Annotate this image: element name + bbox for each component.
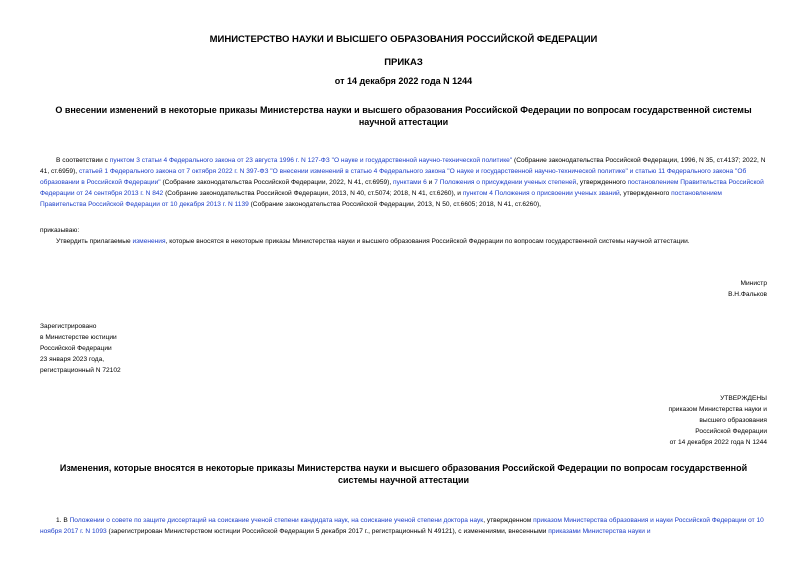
approval-line: Российской Федерации [695,428,767,435]
doc-date-number: от 14 декабря 2022 года N 1244 [334,76,473,86]
link-order-1093[interactable]: приказом Министерства образования и науки Российской Федерации от 10 ноября 2017 г. N 1093 [40,517,764,535]
preamble-text: , утвержденного [619,190,672,197]
order-paragraph [40,236,767,247]
link-orders-ministry[interactable]: приказами Министерства науки и [548,528,651,535]
ministry-heading: МИНИСТЕРСТВО НАУКИ И ВЫСШЕГО ОБРАЗОВАНИЯ РОССИЙСКОЙ ФЕДЕРАЦИИ [209,34,598,45]
link-decree-1139[interactable]: постановлением Правительства Российской Федерации от 10 декабря 2013 г. N 1139 [40,190,722,208]
signature-name: В.Н.Фальков [728,291,767,298]
preamble-text: (Собрание законодательства Российской Федерации, 2013, N 40, ст.5074; 2018, N 41, ст.6260), и [163,190,463,197]
item-text: 1. В [56,517,70,524]
registration-line: регистрационный N 72102 [40,367,121,374]
doc-title: О внесении изменений в некоторые приказы Министерства науки и высшего образования Российской Федерации по вопросам государственной системы научной аттестации [55,105,752,127]
approval-block [669,393,767,448]
item-text: , утвержденном [483,517,534,524]
changes-title: Изменения, которые вносятся в некоторые приказы Министерства науки и высшего образования Российской Федерации по вопросам государственной системы научной аттестации [59,463,748,485]
signature-position: Министр [740,280,767,287]
order-text: Утвердить прилагаемые [56,238,133,245]
order-text: , которые вносятся в некоторые приказы Министерства науки и высшего образования Российской Федерации по вопросам государственной системы научной аттестации. [165,238,690,245]
approval-line: УТВЕРЖДЕНЫ [720,395,767,402]
preamble-paragraph [40,155,767,210]
preamble-text: (Собрание законодательства Российской Федерации, 2013, N 50, ст.6605; 2018, N 41, ст.6260), [248,201,542,208]
link-law-397fz[interactable]: статьей 1 Федерального закона от 7 октября 2022 г. N 397-ФЗ "О внесении изменений в статью 4 Федерального закона "О науке и государственной научно-технической политике" и статью 11 Федерального закона "Об образовании в Российской Федерации" [40,168,747,186]
order-label: приказываю: [40,227,80,234]
registration-line: 23 января 2023 года, [40,356,105,363]
registration-line: Зарегистрировано [40,323,97,330]
registration-line: Российской Федерации [40,345,112,352]
link-decree-842[interactable]: постановлением Правительства Российской Федерации от 24 сентября 2013 г. N 842 [40,179,764,197]
preamble-text: (Собрание законодательства Российской Федерации, 2022, N 41, ст.6959), [160,179,394,186]
preamble-text: , утвержденного [576,179,628,186]
signature-block [728,278,767,300]
preamble-text: В соответствии с [56,157,110,164]
registration-line: в Министерстве юстиции [40,334,117,341]
changes-item-1 [40,515,767,537]
registration-block [40,321,121,376]
link-law-127fz[interactable]: пунктом 3 статьи 4 Федерального закона от 23 августа 1996 г. N 127-ФЗ "О науке и государственной научно-технической политике" [109,157,513,164]
item-text: (зарегистрирован Министерством юстиции Российской Федерации 5 декабря 2017 г., регистрационный N 49121), с изменениями, внесенными [106,528,549,535]
preamble-text: (Собрание законодательства Российской Федерации, 1996, N 35, ст.4137; 2022, N 41, ст.6959), [40,157,766,175]
link-changes[interactable]: изменения [132,238,166,245]
approval-line: от 14 декабря 2022 года N 1244 [669,439,767,446]
link-titles-regulation[interactable]: пунктом 4 Положения о присвоении ученых званий [462,190,620,197]
link-degrees-regulation[interactable]: 7 Положения о присуждении ученых степеней [434,179,577,186]
preamble-text: и [426,179,435,186]
approval-line: высшего образования [699,417,767,424]
link-dissertation-council-regulation[interactable]: Положении о совете по защите диссертаций на соискание ученой степени кандидата наук, на соискание ученой степени доктора наук [69,517,484,524]
doc-type-heading: ПРИКАЗ [384,57,423,68]
link-item-6[interactable]: пунктами 6 [393,179,427,186]
approval-line: приказом Министерства науки и [668,406,767,413]
